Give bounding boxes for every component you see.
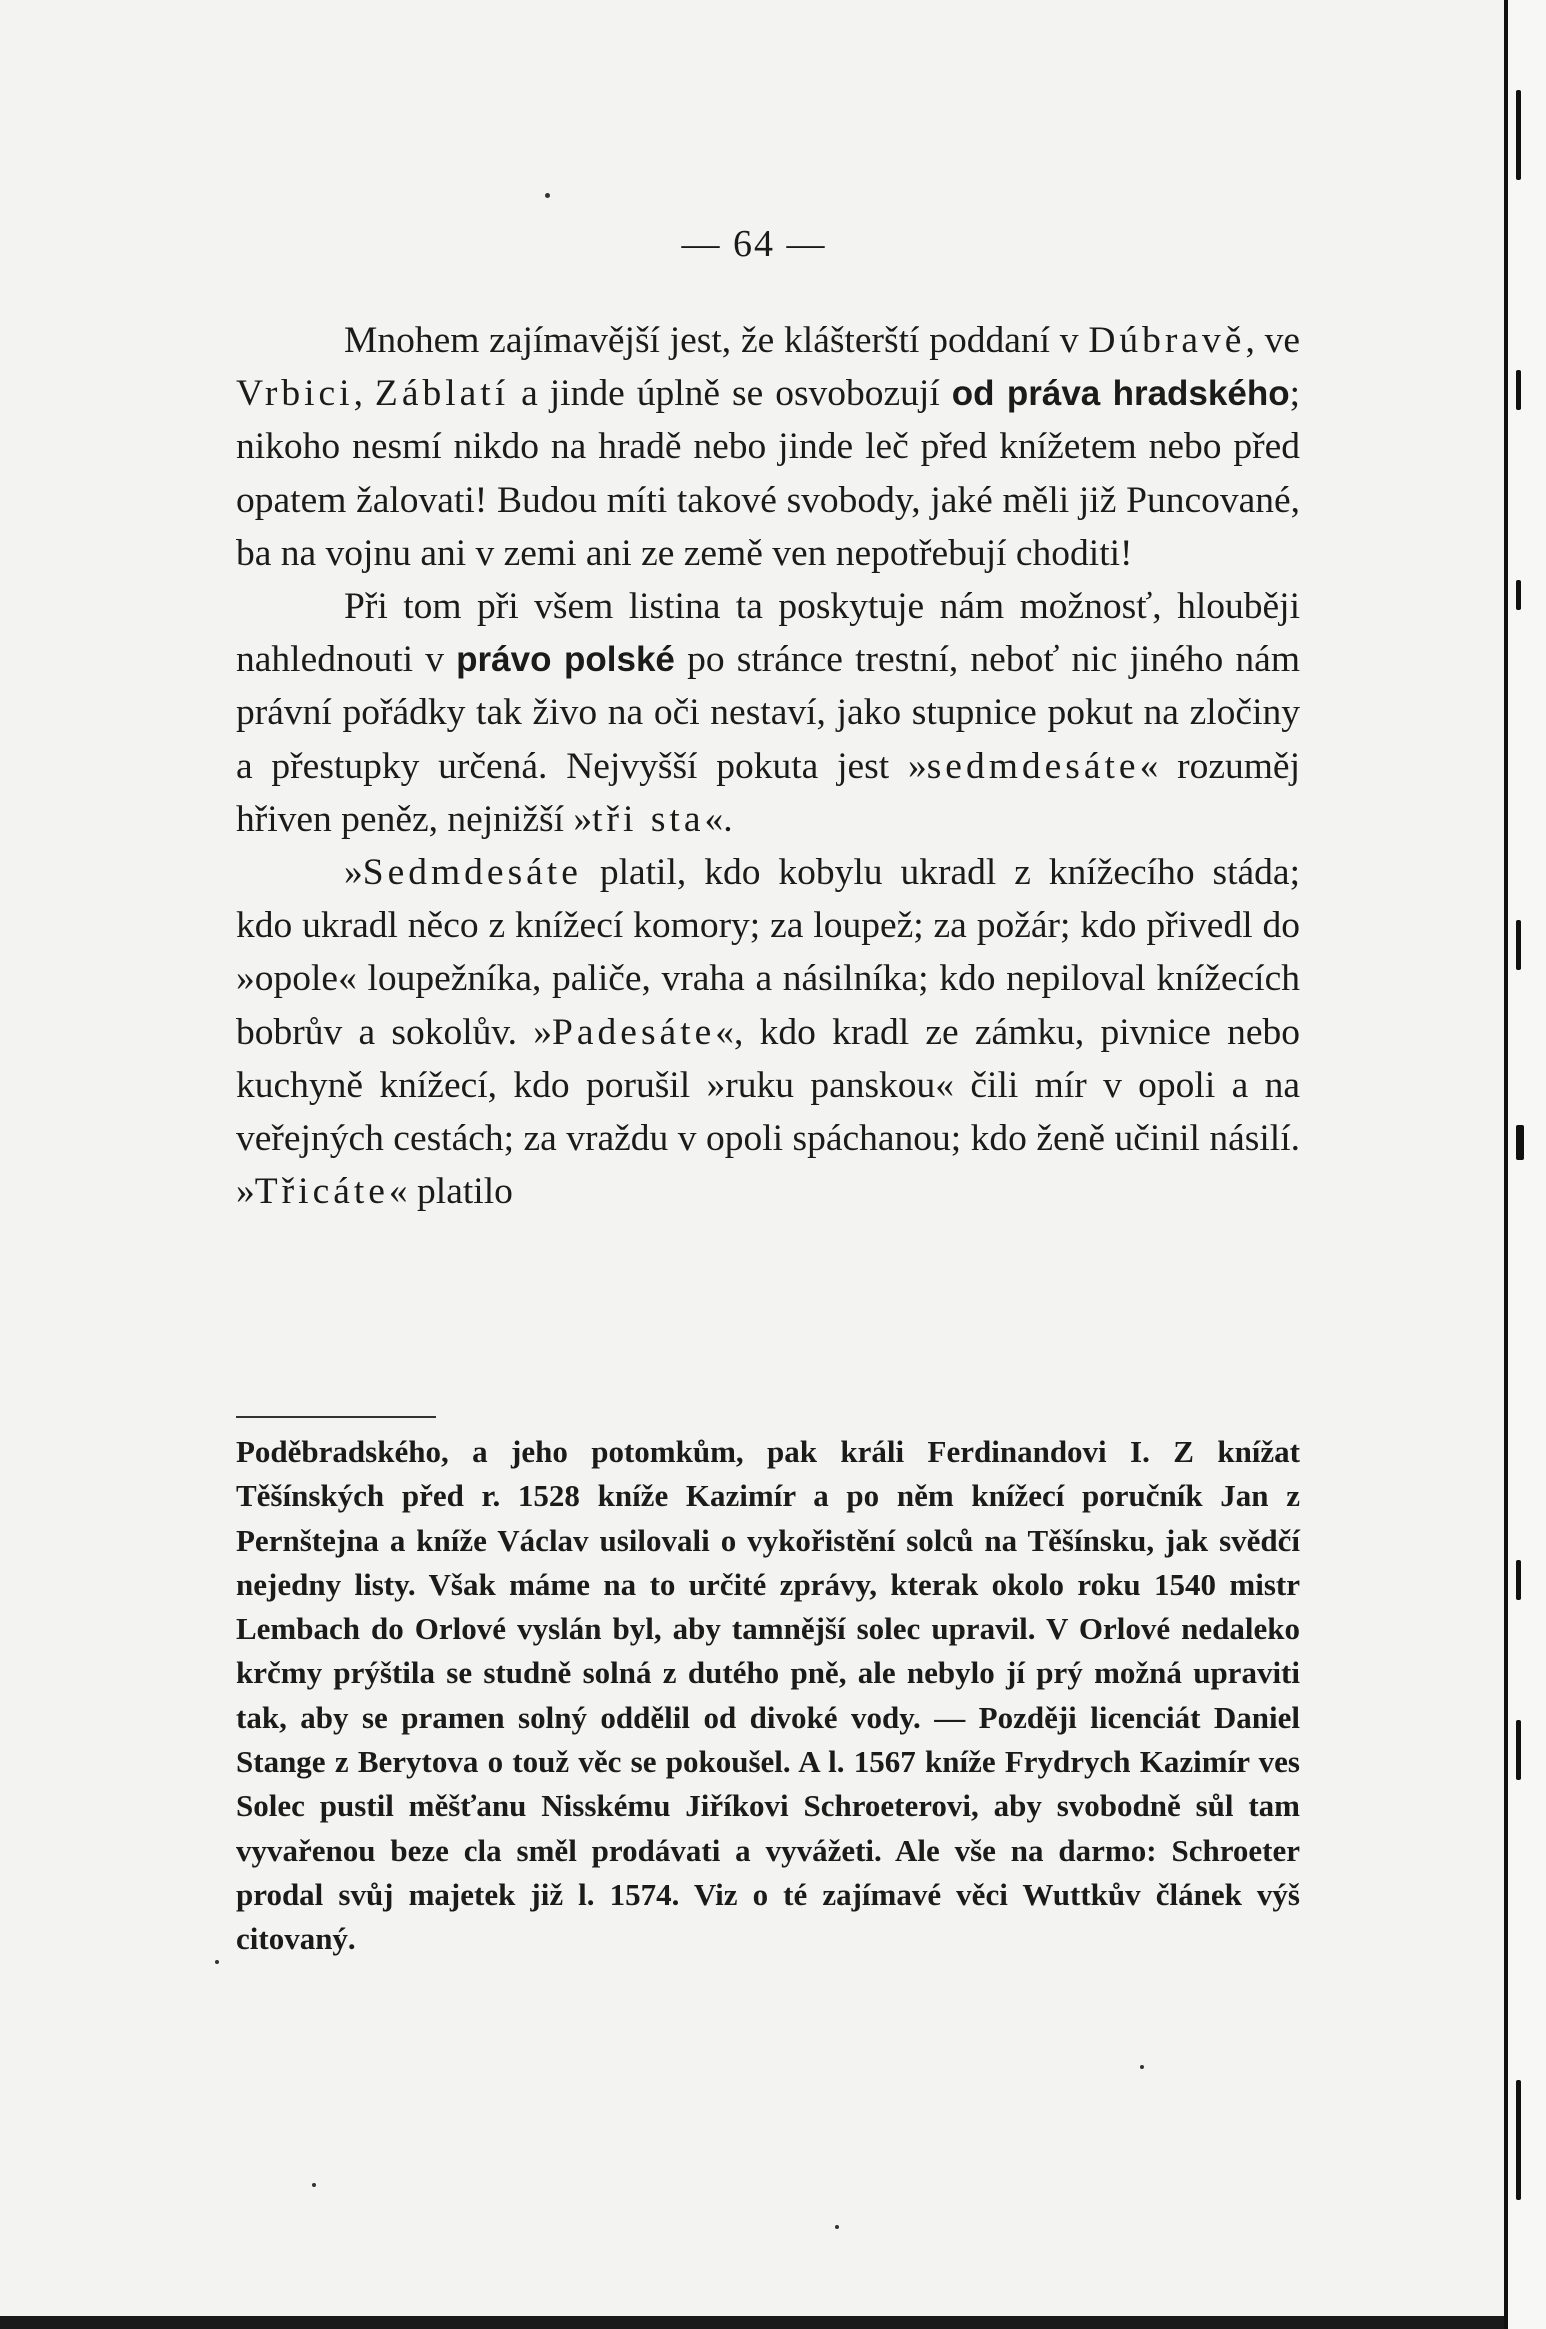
edge-mark	[1516, 1720, 1521, 1780]
edge-mark	[1516, 1560, 1521, 1600]
page-number: — 64 —	[681, 223, 827, 265]
text-segment: Při tom při všem listina ta poskytuje nám možnosť, hlouběji nahlednouti v	[236, 586, 1300, 681]
spaced-place-name: Vrbici	[236, 373, 354, 415]
text-segment: platil, kdo kobylu ukradl z knížecího stáda; kdo ukradl něco z knížecí komory; za loupež; za požár; kdo přivedl do »opole« loupežníka, paliče, vraha a násilníka; kdo nepiloval knížecích bobrův a sokolův. »	[236, 852, 1300, 1053]
dust-speck	[1140, 2065, 1144, 2069]
text-segment: a jinde úplně se osvobozují	[509, 373, 952, 415]
paragraph-1	[236, 314, 1300, 580]
edge-mark	[1516, 920, 1521, 970]
spaced-place-name: Dúbravě	[1088, 320, 1246, 361]
paragraph-2	[236, 580, 1300, 846]
dust-speck	[312, 2183, 316, 2187]
text-segment: ; nikoho nesmí nikdo na hradě nebo jinde leč před knížetem nebo před opatem žalovati! Budou míti takové svobody, jaké měli již Puncované, ba na vojnu ani v zemi ani ze země ven nepotřebují choditi!	[236, 373, 1300, 574]
spaced-term: sedmdesáte	[926, 745, 1140, 787]
footnote-rule	[236, 1416, 436, 1418]
spaced-term: Padesáte	[552, 1011, 716, 1053]
edge-mark	[1516, 580, 1521, 610]
spaced-term: tři sta	[592, 798, 705, 840]
footnote: Poděbradského, a jeho potomkům, pak králi Ferdinandovi I. Z knížat Těšínských před r. 1528 kníže Kazimír a po něm knížecí poručník Jan z Pernštejna a kníže Václav usilovali o vykořistění solců na Těšínsku, jak svědčí nejedny listy. Však máme na to určité zprávy, kterak okolo roku 1540 mistr Lembach do Orlové vyslán byl, aby tamnější solec upravil. V Orlové nedaleko krčmy prýštila se studně solná z dutého pně, ale nebylo jí prý možná upraviti tak, aby se pramen solný oddělil od divoké vody. — Později licenciát Daniel Stange z Berytova o touž věc se pokoušel. A l. 1567 kníže Frydrych Kazimír ves Solec pustil měšťanu Nisskému Jiříkovi Schroeterovi, aby svobodně sůl tam vyvařenou beze cla směl prodávati a vyvážeti. Ale vše na darmo: Schroeter prodal svůj majetek již l. 1574. Viz o té zajímavé věci Wuttkův článek výš citovaný.	[236, 1434, 1300, 1957]
text-segment: «.	[704, 798, 733, 840]
main-text	[236, 314, 1300, 1218]
edge-mark	[1516, 2080, 1521, 2200]
edge-mark	[1516, 370, 1521, 410]
spaced-term: Sedmdesáte	[362, 852, 582, 894]
dust-speck	[545, 193, 550, 198]
edge-mark	[1516, 90, 1521, 180]
text-segment: Mnohem zajímavější jest, že klášterští poddaní v	[344, 320, 1089, 361]
text-segment: »	[344, 852, 363, 894]
bold-term: právo polské	[456, 640, 675, 680]
paragraph-3	[236, 846, 1300, 1218]
text-segment: « rozuměj hřiven peněz, nejnižší »	[236, 745, 1300, 840]
spaced-term: Třicáte	[254, 1171, 389, 1213]
bold-term: od práva hradského	[951, 374, 1290, 414]
text-segment: ,	[353, 373, 375, 415]
scan-edge-strip	[1504, 0, 1546, 2329]
text-segment: «, kdo kradl ze zámku, pivnice nebo kuchyně knížecí, kdo porušil »ruku panskou« čili mír v opoli a na veřejných cestách; za vraždu v opoli spáchanou; kdo ženě učinil násilí. »	[236, 1011, 1300, 1213]
text-segment: po stránce trestní, neboť nic jiného nám právní pořádky tak živo na oči nestaví, jako stupnice pokut na zločiny a přestupky určená. Nejvyšší pokuta jest »	[236, 639, 1300, 787]
text-segment: « platilo	[388, 1171, 513, 1213]
spaced-place-name: Záblatí	[374, 373, 510, 415]
dust-speck	[215, 1960, 219, 1964]
text-segment: , ve	[1245, 320, 1300, 361]
edge-mark	[1516, 1125, 1524, 1160]
dust-speck	[835, 2225, 839, 2229]
